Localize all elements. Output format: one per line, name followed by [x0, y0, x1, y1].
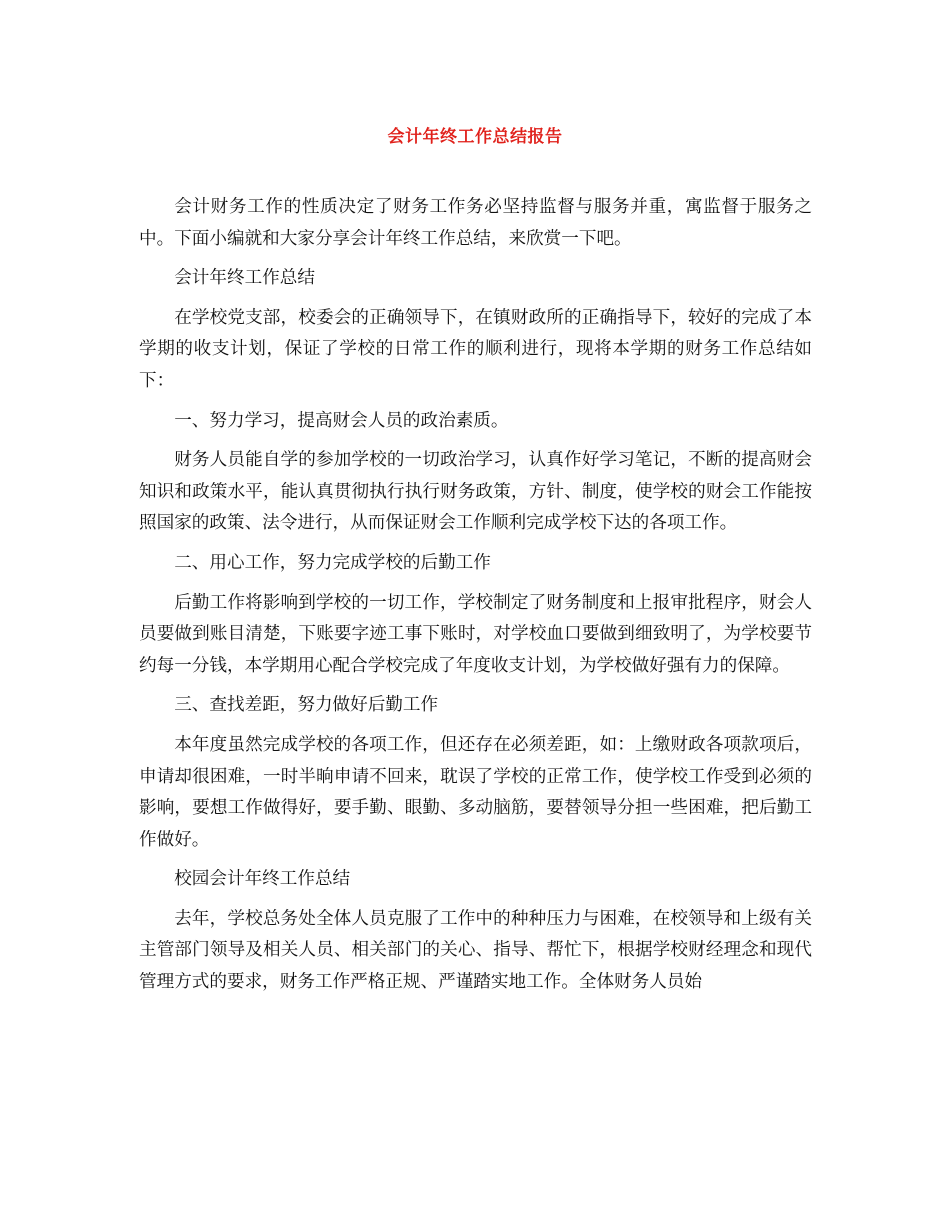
paragraph: 本年度虽然完成学校的各项工作，但还存在必须差距，如：上缴财政各项款项后，申请却很困难，一时半晌申请不回来，耽误了学校的正常工作，使学校工作受到必须的影响，要想工作做得好，要手勤、眼勤、多动脑筋，要替领导分担一些困难，把后勤工作做好。 [139, 734, 812, 850]
section-heading: 校园会计年终工作总结 [174, 869, 351, 890]
paragraph: 去年，学校总务处全体人员克服了工作中的种种压力与困难，在校领导和上级有关主管部门领导及相关人员、相关部门的关心、指导、帮忙下，根据学校财经理念和现代管理方式的要求，财务工作严格正规、严谨踏实地工作。全体财务人员始 [139, 908, 812, 993]
document-title: 会计年终工作总结报告 [387, 127, 563, 147]
section-heading: 一、努力学习，提高财会人员的政治素质。 [174, 410, 509, 431]
section-heading: 会计年终工作总结 [174, 268, 315, 289]
section-heading: 二、用心工作，努力完成学校的后勤工作 [174, 552, 491, 573]
section-heading: 三、查找差距，努力做好后勤工作 [174, 695, 439, 716]
paragraph: 财务人员能自学的参加学校的一切政治学习，认真作好学习笔记，不断的提高财会知识和政策水平，能认真贯彻执行执行财务政策，方针、制度，使学校的财会工作能按照国家的政策、法令进行，从而保证财会工作顺利完成学校下达的各项工作。 [139, 450, 812, 534]
paragraph-intro: 会计财务工作的性质决定了财务工作务必坚持监督与服务并重，寓监督于服务之中。下面小编就和大家分享会计年终工作总结，来欣赏一下吧。 [139, 197, 812, 249]
document-body [139, 192, 812, 1007]
paragraph: 后勤工作将影响到学校的一切工作，学校制定了财务制度和上报审批程序，财会人员要做到账目清楚，下账要字迹工事下账时，对学校血口要做到细致明了，为学校要节约每一分钱，本学期用心配合学校完成了年度收支计划，为学校做好强有力的保障。 [139, 592, 812, 676]
paragraph: 在学校党支部，校委会的正确领导下，在镇财政所的正确指导下，较好的完成了本学期的收支计划，保证了学校的日常工作的顺利进行，现将本学期的财务工作总结如下： [139, 307, 812, 391]
